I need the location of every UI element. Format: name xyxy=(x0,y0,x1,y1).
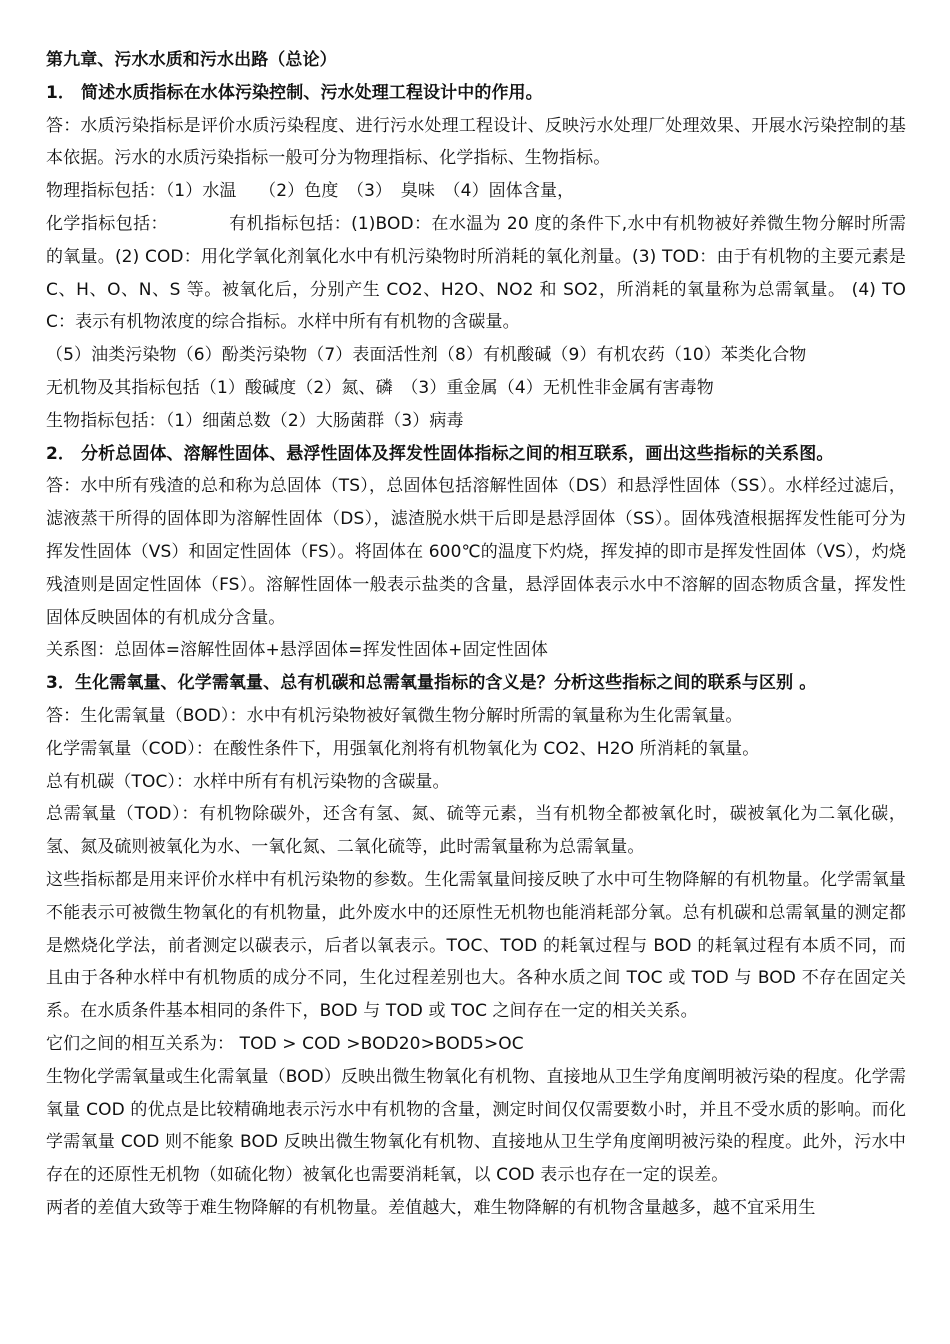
answer-paragraph: 生物化学需氧量或生化需氧量（BOD）反映出微生物氧化有机物、直接地从卫生学角度阐明被污染的程度。化学需氧量 COD 的优点是比较精确地表示污水中有机物的含量，测定时间仅仅需要数小时，并且不受水质的影响。而化学需氧量 COD 则不能象 BOD 反映出微生物氧化有机物、直接地从卫生学角度阐明被污染的程度。此外，污水中存在的还原性无机物（如硫化物）被氧化也需要消耗氧，以 COD 表示也存在一定的误差。 xyxy=(46,1066,906,1186)
question-heading: 2． 分析总固体、溶解性固体、悬浮性固体及挥发性固体指标之间的相互联系，画出这些指标的关系图。 xyxy=(46,443,834,464)
question-heading: 3．生化需氧量、化学需氧量、总有机碳和总需氧量指标的含义是？分析这些指标之间的联系与区别 。 xyxy=(46,673,817,694)
answer-paragraph: 它们之间的相互关系为： TOD > COD >BOD20>BOD5>OC xyxy=(46,1033,524,1054)
answer-paragraph: 两者的差值大致等于难生物降解的有机物量。差值越大，难生物降解的有机物含量越多，越不宜采用生 xyxy=(46,1197,816,1218)
chapter-title: 第九章、污水水质和污水出路（总论） xyxy=(46,50,337,70)
answer-paragraph: 这些指标都是用来评价水样中有机污染物的参数。生化需氧量间接反映了水中可生物降解的有机物量。化学需氧量不能表示可被微生物氧化的有机物量，此外废水中的还原性无机物也能消耗部分氧。总有机碳和总需氧量的测定都是燃烧化学法，前者测定以碳表示，后者以氧表示。TOC、TOD 的耗氧过程与 BOD 的耗氧过程有本质不同，而且由于各种水样中有机物质的成分不同，生化过程差别也大。各种水质之间 TOC 或 TOD 与 BOD 不存在固定关系。在水质条件基本相同的条件下，BOD 与 TOD 或 TOC 之间存在一定的相关关系。 xyxy=(46,869,906,1022)
answer-paragraph: 化学指标包括： 有机指标包括：(1)BOD：在水温为 20 度的条件下,水中有机物被好养微生物分解时所需的氧量。(2) COD：用化学氧化剂氧化水中有机污染物时所消耗的氧化剂量。(3) TOD：由于有机物的主要元素是 C、H、O、N、S 等。被氧化后，分别产生 CO2、H2O、NO2 和 SO2，所消耗的氧量称为总需氧量。 (4) TOC：表示有机物浓度的综合指标。水样中所有有机物的含碳量。 xyxy=(46,213,906,333)
answer-paragraph: 关系图：总固体=溶解性固体+悬浮固体=挥发性固体+固定性固体 xyxy=(46,640,548,661)
answer-paragraph: 无机物及其指标包括（1）酸碱度（2）氮、磷 （3）重金属（4）无机性非金属有害毒物 xyxy=(46,377,714,398)
answer-paragraph: 总需氧量（TOD）：有机物除碳外，还含有氢、氮、硫等元素，当有机物全都被氧化时，碳被氧化为二氧化碳，氢、氮及硫则被氧化为水、一氧化氮、二氧化硫等，此时需氧量称为总需氧量。 xyxy=(46,804,906,858)
answer-paragraph: 答：生化需氧量（BOD）：水中有机污染物被好氧微生物分解时所需的氧量称为生化需氧量。 xyxy=(46,705,743,726)
answer-paragraph: 生物指标包括：（1）细菌总数（2）大肠菌群（3）病毒 xyxy=(46,410,464,431)
answer-paragraph: 答：水质污染指标是评价水质污染程度、进行污水处理工程设计、反映污水处理厂处理效果、开展水污染控制的基本依据。污水的水质污染指标一般可分为物理指标、化学指标、生物指标。 xyxy=(46,115,906,169)
answer-paragraph: 总有机碳（TOC）：水样中所有有机污染物的含碳量。 xyxy=(46,771,450,792)
document-page xyxy=(46,44,906,1225)
answer-paragraph: 物理指标包括：（1）水温 （2）色度 （3） 臭味 （4）固体含量， xyxy=(46,181,575,202)
document-body xyxy=(46,77,906,1225)
answer-paragraph: （5）油类污染物（6）酚类污染物（7）表面活性剂（8）有机酸碱（9）有机农药（10）苯类化合物 xyxy=(46,345,807,366)
answer-paragraph: 答：水中所有残渣的总和称为总固体（TS），总固体包括溶解性固体（DS）和悬浮性固体（SS）。水样经过滤后，滤液蒸干所得的固体即为溶解性固体（DS），滤渣脱水烘干后即是悬浮固体（SS）。固体残渣根据挥发性能可分为挥发性固体（VS）和固定性固体（FS）。将固体在 600℃的温度下灼烧，挥发掉的即市是挥发性固体（VS），灼烧残渣则是固定性固体（FS）。溶解性固体一般表示盐类的含量，悬浮固体表示水中不溶解的固态物质含量，挥发性固体反映固体的有机成分含量。 xyxy=(46,476,906,628)
question-heading: 1． 简述水质指标在水体污染控制、污水处理工程设计中的作用。 xyxy=(46,82,543,103)
answer-paragraph: 化学需氧量（COD）：在酸性条件下，用强氧化剂将有机物氧化为 CO2、H2O 所消耗的氧量。 xyxy=(46,738,760,759)
